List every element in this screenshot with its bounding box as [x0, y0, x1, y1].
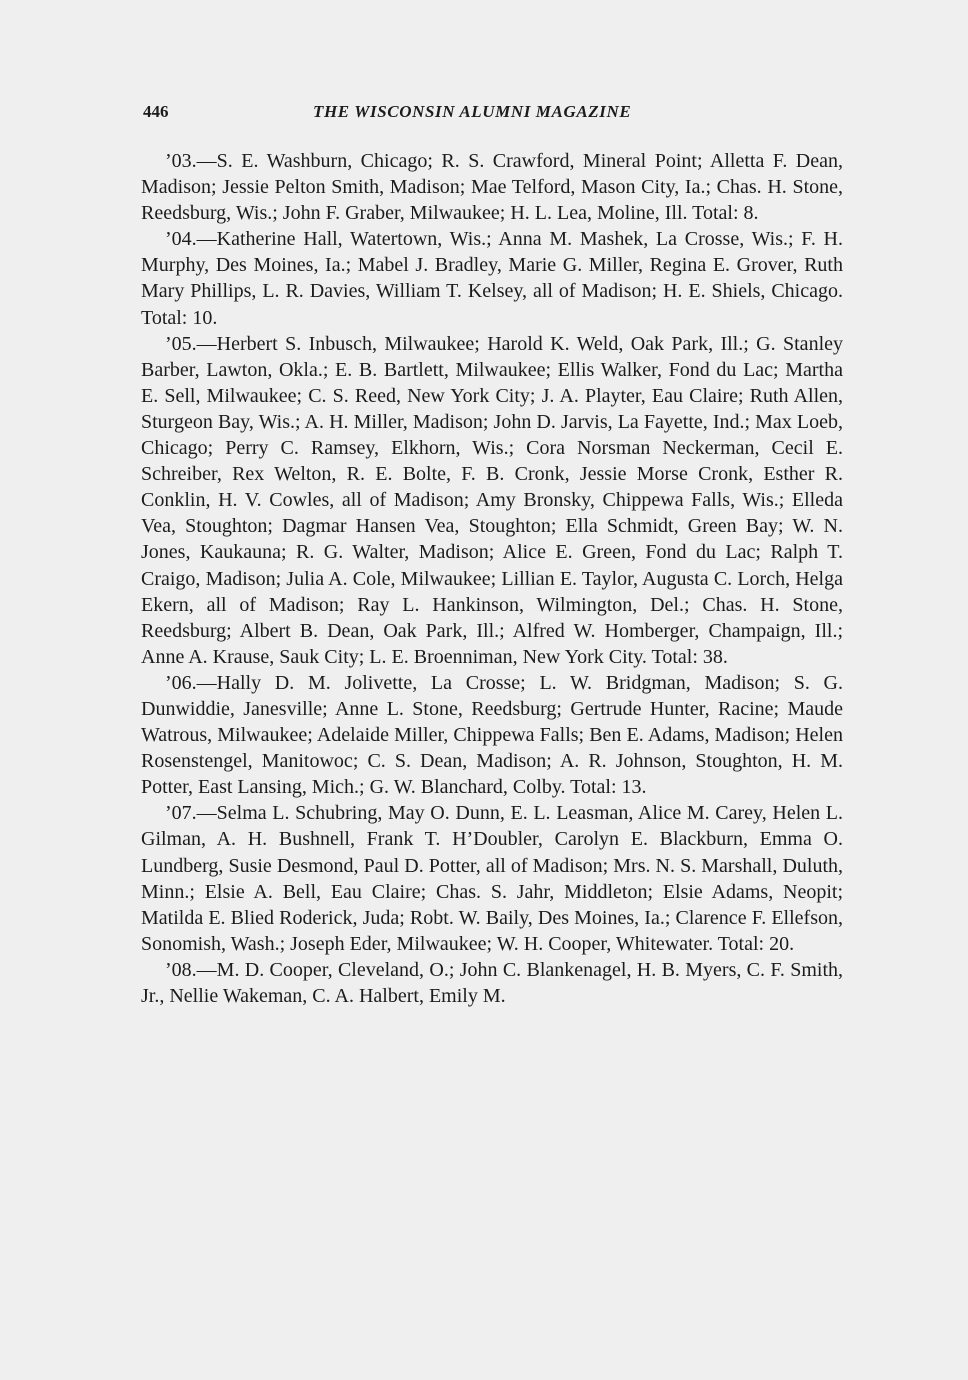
running-title: THE WISCONSIN ALUMNI MAGAZINE: [313, 102, 632, 121]
class-entry-1903: ’03.—S. E. Washburn, Chicago; R. S. Crawford, Mineral Point; Alletta F. Dean, Madison; Jessie Pelton Smith, Madison; Mae Telford, Mason City, Ia.; Chas. H. Stone, Reedsburg, Wis.; John F. Graber, Milwaukee; H. L. Lea, Moline, Ill. Total: 8.: [141, 150, 843, 225]
class-entry-1904: ’04.—Katherine Hall, Watertown, Wis.; Anna M. Mashek, La Crosse, Wis.; F. H. Murphy, Des Moines, Ia.; Mabel J. Bradley, Marie G. Miller, Regina E. Grover, Ruth Mary Phillips, L. R. Davies, William T. Kelsey, all of Madison; H. E. Shiels, Chicago. Total: 10.: [141, 228, 843, 329]
class-entry-1905: ’05.—Herbert S. Inbusch, Milwaukee; Harold K. Weld, Oak Park, Ill.; G. Stanley Barber, Lawton, Okla.; E. B. Bartlett, Milwaukee; Ellis Walker, Fond du Lac; Martha E. Sell, Milwaukee; C. S. Reed, New York City; J. A. Playter, Eau Claire; Ruth Allen, Sturgeon Bay, Wis.; A. H. Miller, Madison; John D. Jarvis, La Fayette, Ind.; Max Loeb, Chicago; Perry C. Ramsey, Elkhorn, Wis.; Cora Norsman Neckerman, Cecil E. Schreiber, Rex Welton, R. E. Bolte, F. B. Cronk, Jessie Morse Cronk, Esther R. Conklin, H. V. Cowles, all of Madison; Amy Bronsky, Chippewa Falls, Wis.; Elleda Vea, Stoughton; Dagmar Hansen Vea, Stoughton; Ella Schmidt, Green Bay; W. N. Jones, Kaukauna; R. G. Walter, Madison; Alice E. Green, Fond du Lac; Ralph T. Craigo, Madison; Julia A. Cole, Milwaukee; Lillian E. Taylor, Augusta C. Lorch, Helga Ekern, all of Madison; Ray L. Hankinson, Wilmington, Del.; Chas. H. Stone, Reedsburg; Albert B. Dean, Oak Park, Ill.; Alfred W. Homberger, Champaign, Ill.; Anne A. Krause, Sauk City; L. E. Broenniman, New York City. Total: 38.: [141, 332, 843, 668]
class-entry-1906: ’06.—Hally D. M. Jolivette, La Crosse; L. W. Bridgman, Madison; S. G. Dunwiddie, Janesville; Anne L. Stone, Reedsburg; Gertrude Hunter, Racine; Maude Watrous, Milwaukee; Adelaide Miller, Chippewa Falls; Ben E. Adams, Madison; Helen Rosenstengel, Manitowoc; C. S. Dean, Madison; A. R. Johnson, Stoughton, H. M. Potter, East Lansing, Mich.; G. W. Blanchard, Colby. Total: 13.: [141, 671, 843, 799]
class-entry-1907: ’07.—Selma L. Schubring, May O. Dunn, E. L. Leasman, Alice M. Carey, Helen L. Gilman, A. H. Bushnell, Frank T. H’Doubler, Carolyn E. Blackburn, Emma O. Lundberg, Susie Desmond, Paul D. Potter, all of Madison; Mrs. N. S. Marshall, Duluth, Minn.; Elsie A. Bell, Eau Claire; Chas. S. Jahr, Middleton; Elsie Adams, Neopit; Matilda E. Blied Roderick, Juda; Robt. W. Baily, Des Moines, Ia.; Clarence F. Ellefson, Sonomish, Wash.; Joseph Eder, Milwaukee; W. H. Cooper, Whitewater. Total: 20.: [141, 802, 843, 955]
class-entry-1908: ’08.—M. D. Cooper, Cleveland, O.; John C. Blankenagel, H. B. Myers, C. F. Smith, Jr., Nellie Wakeman, C. A. Halbert, Emily M.: [141, 958, 843, 1007]
page-header: [143, 98, 843, 128]
page-number: 446: [143, 102, 169, 121]
class-list-body: [141, 148, 843, 1009]
